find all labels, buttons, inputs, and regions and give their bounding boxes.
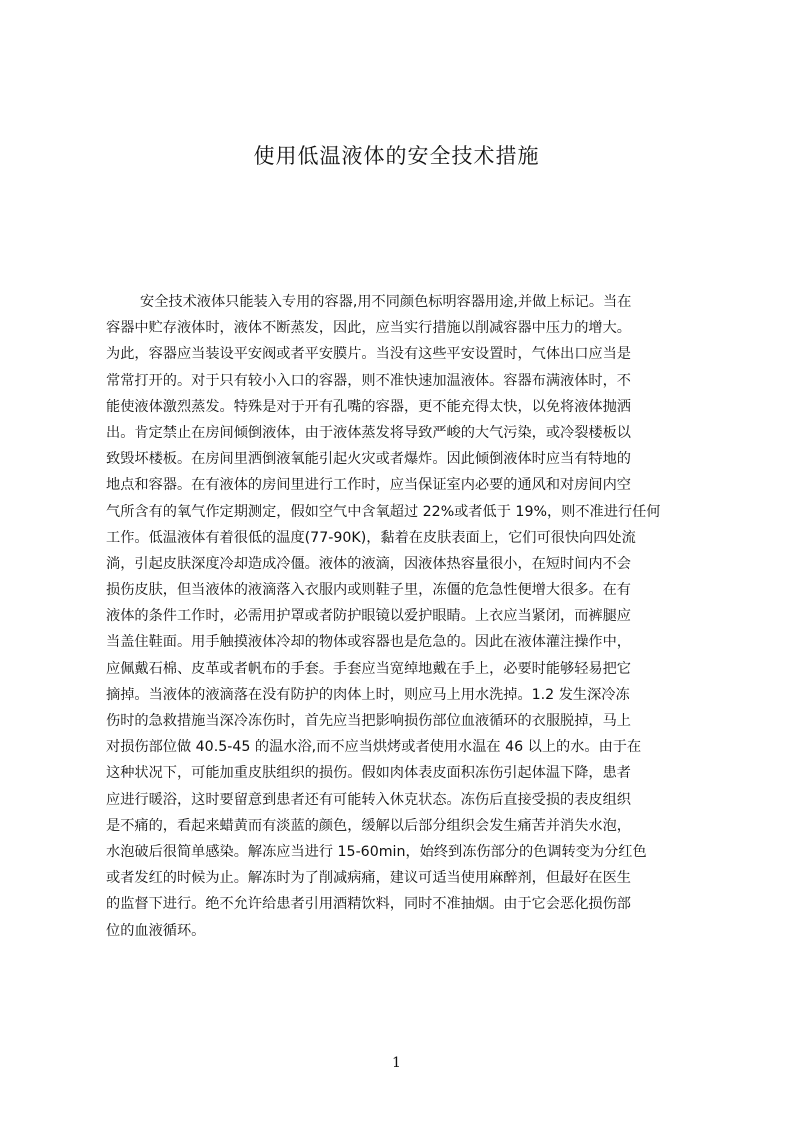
text-line: 液体的条件工作时，必需用护罩或者防护眼镜以爱护眼睛。上衣应当紧闭，而裤腿应 bbox=[106, 608, 631, 625]
text-line: 为此，容器应当装设平安阀或者平安膜片。当没有这些平安设置时，气体出口应当是 bbox=[106, 346, 631, 363]
text-line: 地点和容器。在有液体的房间里进行工作时，应当保证室内必要的通风和对房间内空 bbox=[106, 477, 631, 494]
text-line: 工作。低温液体有着很低的温度(77-90K)，黏着在皮肤表面上，它们可很快向四处流 bbox=[106, 529, 636, 546]
text-line: 摘掉。当液体的液滴落在没有防护的肉体上时，则应马上用水洗掉。1.2 发生深冷冻 bbox=[106, 686, 630, 703]
text-line: 或者发红的时候为止。解冻时为了削减病痛，建议可适当使用麻醉剂，但最好在医生 bbox=[106, 870, 631, 887]
text-line: 气所含有的氧气作定期测定，假如空气中含氧超过 22%或者低于 19%，则不准进行任何 bbox=[106, 503, 661, 520]
text-line: 淌，引起皮肤深度冷却造成冷僵。液体的液滴，因液体热容量很小，在短时间内不会 bbox=[106, 555, 631, 572]
text-line: 应进行暖浴，这时要留意到患者还有可能转入休克状态。冻伤后直接受损的表皮组织 bbox=[106, 791, 631, 808]
document-title: 使用低温液体的安全技术措施 bbox=[253, 144, 540, 168]
text-line: 出。肯定禁止在房间倾倒液体，由于液体蒸发将导致严峻的大气污染，或冷裂楼板以 bbox=[106, 424, 631, 441]
text-line: 伤时的急救措施当深冷冻伤时，首先应当把影响损伤部位血液循环的衣服脱掉，马上 bbox=[106, 713, 631, 729]
text-line: 损伤皮肤，但当液体的液滴落入衣服内或则鞋子里，冻僵的危急性便增大很多。在有 bbox=[106, 582, 631, 599]
page-number: 1 bbox=[392, 1055, 401, 1071]
text-line: 当盖住鞋面。用手触摸液体冷却的物体或容器也是危急的。因此在液体灌注操作中， bbox=[106, 634, 631, 651]
text-line: 能使液体激烈蒸发。特殊是对于开有孔嘴的容器，更不能充得太快，以免将液体抛洒 bbox=[106, 398, 631, 415]
text-line: 是不痛的，看起来蜡黄而有淡蓝的颜色，缓解以后部分组织会发生痛苦并消失水泡， bbox=[106, 817, 631, 834]
text-line: 常常打开的。对于只有较小入口的容器，则不准快速加温液体。容器布满液体时，不 bbox=[106, 372, 631, 389]
text-line: 安全技术液体只能装入专用的容器,用不同颜色标明容器用途,并做上标记。当在 bbox=[140, 294, 632, 310]
body-paragraph bbox=[106, 289, 698, 944]
text-line: 对损伤部位做 40.5-45 的温水浴,而不应当烘烤或者使用水温在 46 以上的水。由于在 bbox=[106, 739, 642, 756]
text-line: 位的血液循环。 bbox=[106, 922, 206, 939]
text-line: 应佩戴石棉、皮革或者帆布的手套。手套应当宽绰地戴在手上，必要时能够轻易把它 bbox=[106, 660, 631, 677]
text-line: 这种状况下，可能加重皮肤组织的损伤。假如肉体表皮面积冻伤引起体温下降，患者 bbox=[106, 765, 631, 782]
text-line: 的监督下进行。绝不允许给患者引用酒精饮料，同时不准抽烟。由于它会恶化损伤部 bbox=[106, 896, 631, 913]
text-line: 水泡破后很简单感染。解冻应当进行 15-60min，始终到冻伤部分的色调转变为分红色 bbox=[106, 843, 647, 860]
text-line: 容器中贮存液体时，液体不断蒸发，因此，应当实行措施以削减容器中压力的增大。 bbox=[106, 320, 631, 337]
text-line: 致毁坏楼板。在房间里洒倒液氧能引起火灾或者爆炸。因此倾倒液体时应当有特地的 bbox=[106, 451, 631, 468]
